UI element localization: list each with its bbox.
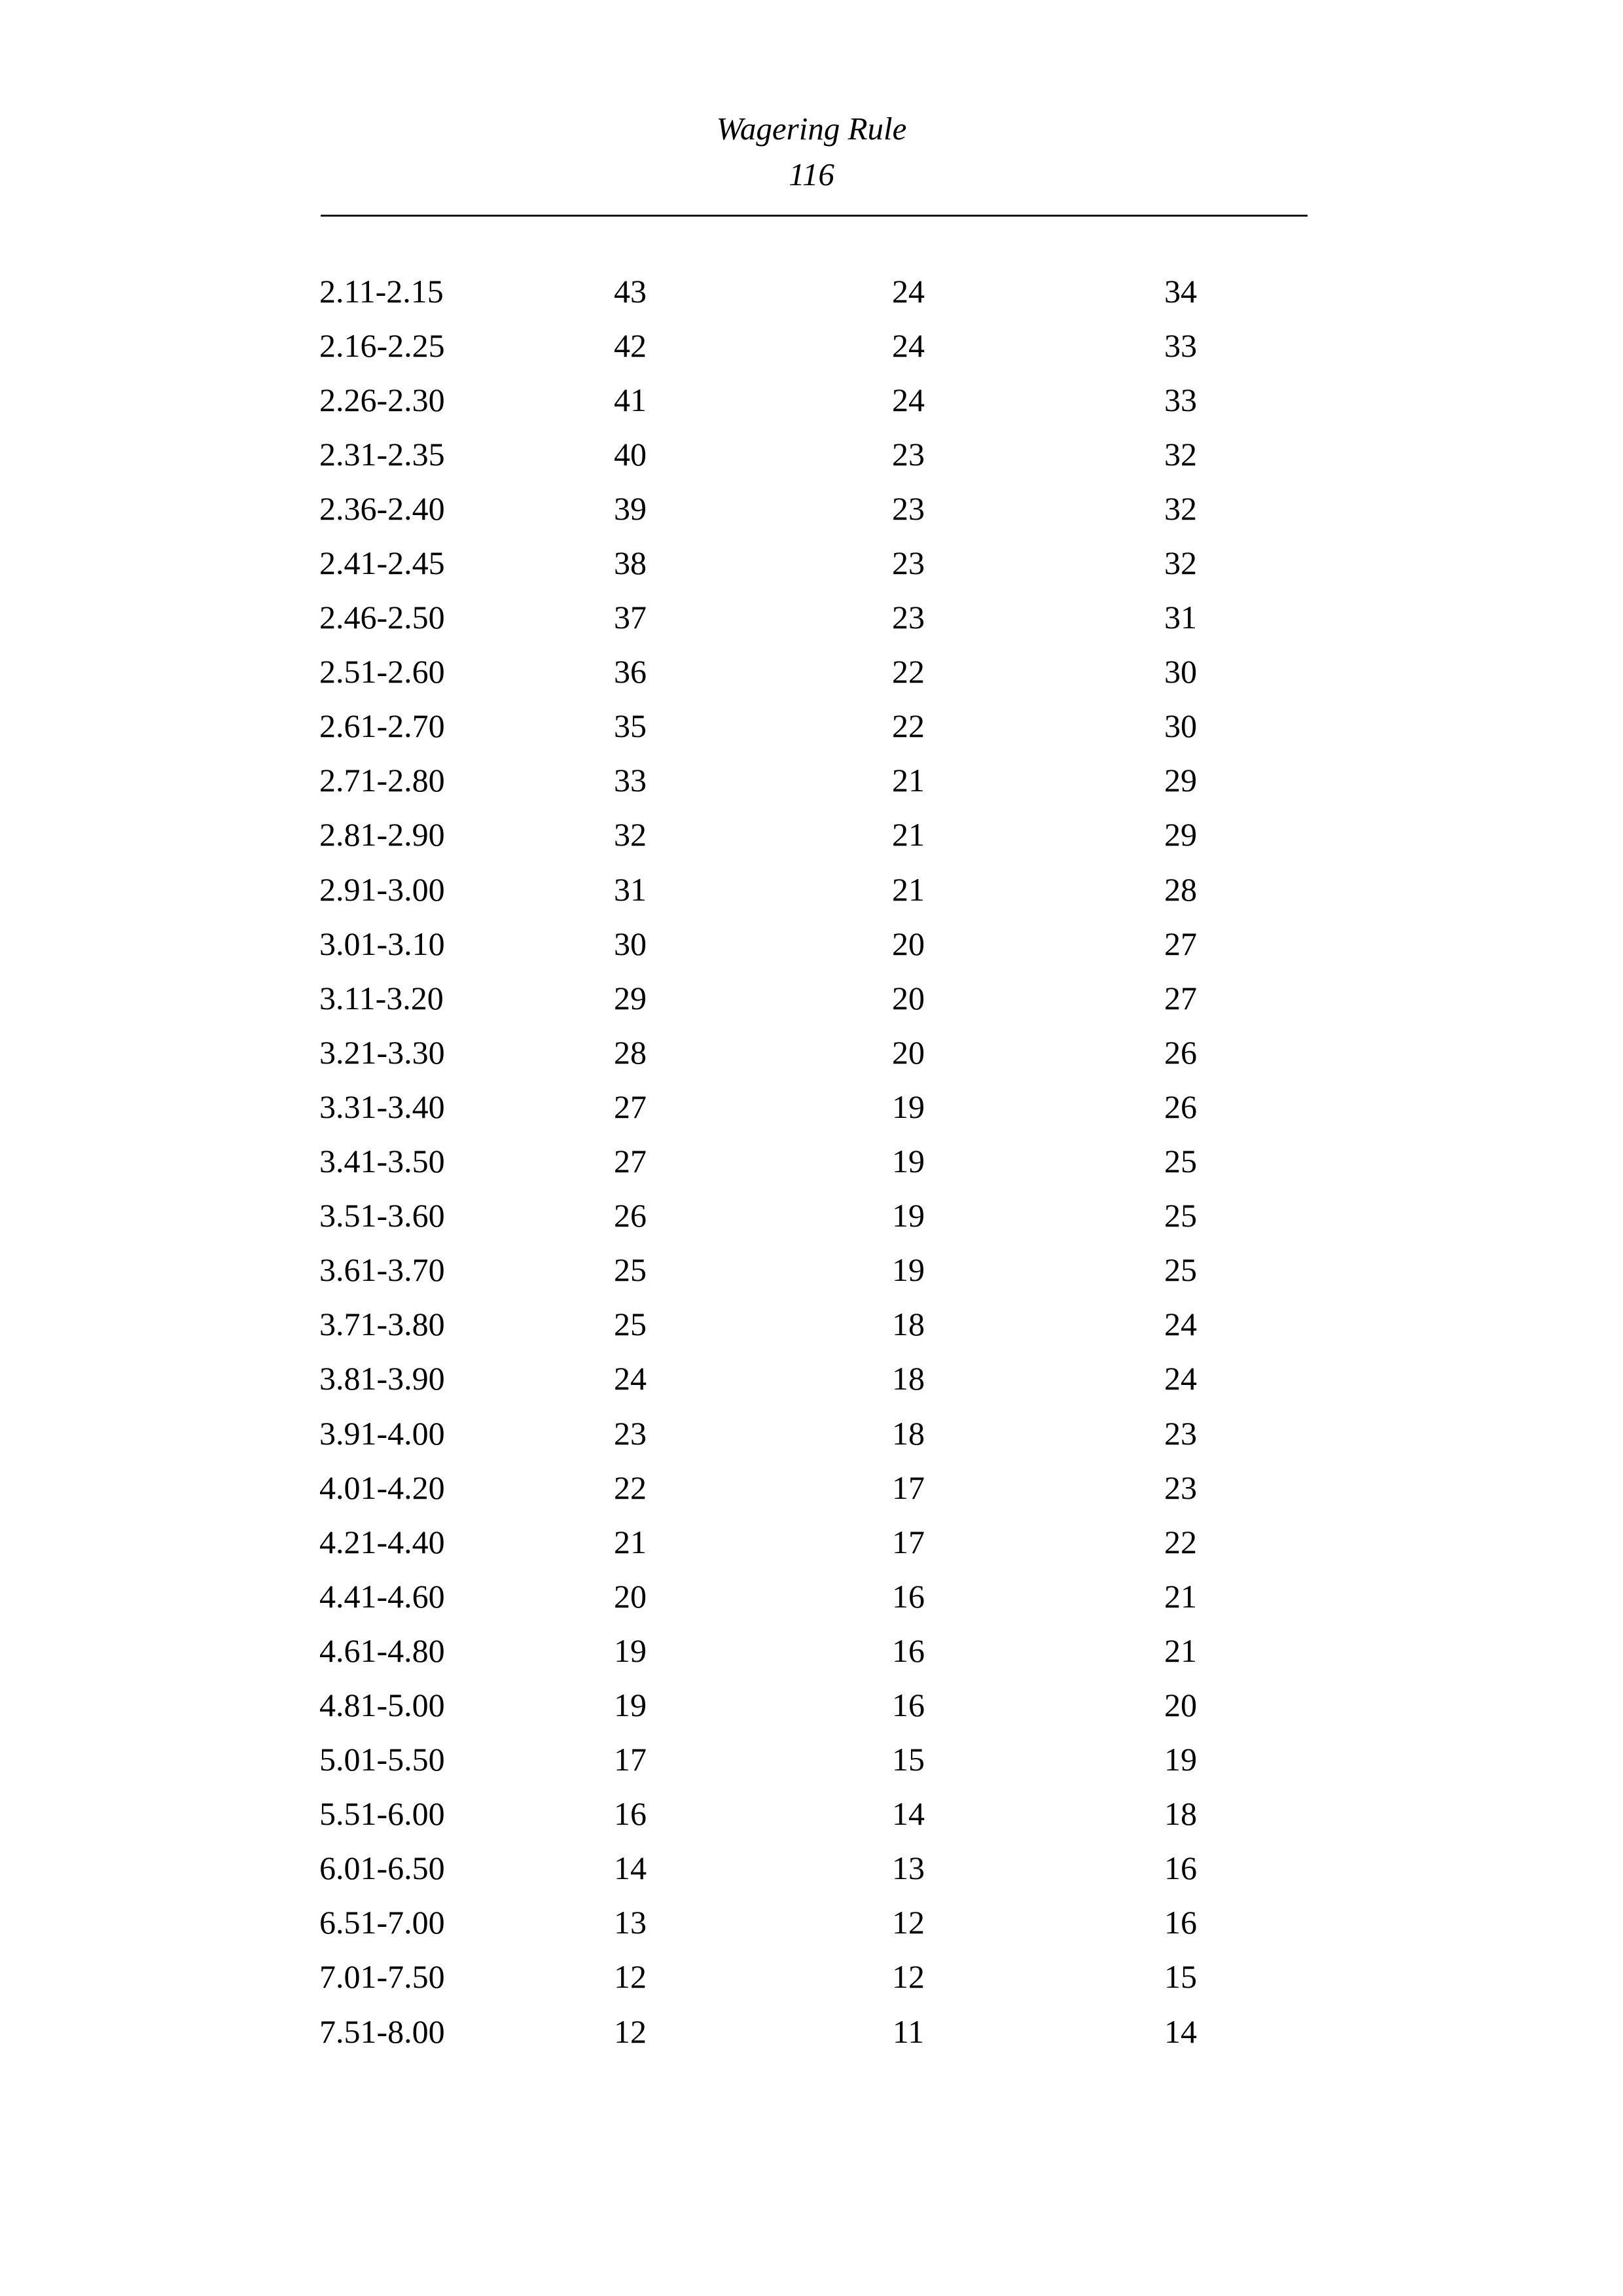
row-value-2: 12 — [892, 1904, 925, 1941]
row-range: 3.81-3.90 — [319, 1360, 445, 1397]
row-range: 3.21-3.30 — [319, 1033, 445, 1071]
row-value-1: 30 — [614, 925, 647, 962]
row-value-1: 29 — [614, 979, 647, 1016]
row-value-3: 29 — [1164, 762, 1197, 799]
row-value-3: 26 — [1164, 1033, 1197, 1071]
row-value-3: 25 — [1164, 1197, 1197, 1234]
row-range: 6.51-7.00 — [319, 1904, 445, 1941]
row-value-2: 21 — [892, 816, 925, 853]
row-value-2: 16 — [892, 1632, 925, 1669]
table-row — [319, 1460, 1322, 1515]
page-title: Wagering Rule — [716, 111, 907, 147]
row-value-3: 24 — [1164, 1360, 1197, 1397]
row-value-1: 19 — [614, 1686, 647, 1723]
row-value-2: 21 — [892, 762, 925, 799]
row-value-3: 25 — [1164, 1251, 1197, 1289]
row-value-3: 32 — [1164, 490, 1197, 527]
row-range: 2.41-2.45 — [319, 545, 445, 582]
row-range: 5.51-6.00 — [319, 1795, 445, 1833]
row-value-3: 18 — [1164, 1795, 1197, 1833]
table-row — [319, 1623, 1322, 1677]
row-value-2: 20 — [892, 1033, 925, 1071]
row-value-1: 36 — [614, 653, 647, 691]
row-range: 5.01-5.50 — [319, 1741, 445, 1778]
row-value-2: 23 — [892, 435, 925, 473]
row-value-2: 16 — [892, 1577, 925, 1615]
row-range: 7.01-7.50 — [319, 1958, 445, 1996]
row-value-1: 38 — [614, 545, 647, 582]
row-value-3: 33 — [1164, 381, 1197, 418]
table-row — [319, 753, 1322, 808]
row-value-3: 19 — [1164, 1741, 1197, 1778]
row-value-2: 19 — [892, 1088, 925, 1125]
row-value-2: 18 — [892, 1360, 925, 1397]
row-value-1: 27 — [614, 1088, 647, 1125]
row-value-1: 35 — [614, 708, 647, 745]
row-value-2: 17 — [892, 1523, 925, 1560]
page-number: 116 — [789, 156, 834, 192]
row-value-1: 14 — [614, 1850, 647, 1887]
row-value-1: 40 — [614, 435, 647, 473]
row-value-1: 23 — [614, 1414, 647, 1452]
row-value-2: 20 — [892, 925, 925, 962]
row-range: 2.71-2.80 — [319, 762, 445, 799]
row-value-2: 18 — [892, 1306, 925, 1343]
row-value-1: 22 — [614, 1469, 647, 1506]
row-value-2: 18 — [892, 1414, 925, 1452]
row-value-1: 20 — [614, 1577, 647, 1615]
row-value-2: 24 — [892, 272, 925, 310]
row-value-3: 30 — [1164, 653, 1197, 691]
row-value-2: 12 — [892, 1958, 925, 1996]
row-value-3: 31 — [1164, 599, 1197, 636]
row-value-3: 14 — [1164, 2013, 1197, 2050]
row-range: 3.61-3.70 — [319, 1251, 445, 1289]
row-value-3: 20 — [1164, 1686, 1197, 1723]
row-range: 3.01-3.10 — [319, 925, 445, 962]
row-value-3: 33 — [1164, 327, 1197, 364]
row-value-3: 28 — [1164, 870, 1197, 908]
row-range: 3.91-4.00 — [319, 1414, 445, 1452]
row-value-2: 17 — [892, 1469, 925, 1506]
table-row — [319, 1243, 1322, 1297]
table-row — [319, 481, 1322, 535]
row-value-1: 32 — [614, 816, 647, 853]
row-value-2: 20 — [892, 979, 925, 1016]
row-value-1: 41 — [614, 381, 647, 418]
table-row — [319, 1950, 1322, 2004]
row-value-1: 16 — [614, 1795, 647, 1833]
table-row — [319, 318, 1322, 372]
row-range: 2.16-2.25 — [319, 327, 445, 364]
table-row — [319, 1406, 1322, 1460]
row-range: 3.51-3.60 — [319, 1197, 445, 1234]
row-range: 4.41-4.60 — [319, 1577, 445, 1615]
row-value-3: 24 — [1164, 1306, 1197, 1343]
row-range: 2.51-2.60 — [319, 653, 445, 691]
row-value-2: 16 — [892, 1686, 925, 1723]
table-row — [319, 372, 1322, 427]
row-value-3: 21 — [1164, 1632, 1197, 1669]
row-range: 6.01-6.50 — [319, 1850, 445, 1887]
table-row — [319, 590, 1322, 645]
row-value-3: 32 — [1164, 435, 1197, 473]
row-value-2: 23 — [892, 490, 925, 527]
row-range: 4.21-4.40 — [319, 1523, 445, 1560]
row-value-1: 19 — [614, 1632, 647, 1669]
row-range: 2.26-2.30 — [319, 381, 445, 418]
wagering-table — [319, 264, 1322, 2058]
row-range: 3.11-3.20 — [319, 979, 444, 1016]
row-value-1: 39 — [614, 490, 647, 527]
row-value-1: 24 — [614, 1360, 647, 1397]
row-value-3: 29 — [1164, 816, 1197, 853]
table-row — [319, 699, 1322, 753]
row-value-2: 19 — [892, 1251, 925, 1289]
row-value-3: 21 — [1164, 1577, 1197, 1615]
row-value-3: 26 — [1164, 1088, 1197, 1125]
row-range: 4.01-4.20 — [319, 1469, 445, 1506]
row-value-2: 11 — [892, 2013, 925, 2050]
table-row — [319, 1677, 1322, 1732]
row-value-1: 25 — [614, 1306, 647, 1343]
table-row — [319, 862, 1322, 916]
row-range: 2.46-2.50 — [319, 599, 445, 636]
row-range: 3.71-3.80 — [319, 1306, 445, 1343]
row-range: 2.36-2.40 — [319, 490, 445, 527]
table-row — [319, 264, 1322, 318]
row-value-1: 25 — [614, 1251, 647, 1289]
table-row — [319, 971, 1322, 1025]
table-row — [319, 2004, 1322, 2058]
table-row — [319, 535, 1322, 590]
table-row — [319, 1189, 1322, 1243]
row-value-2: 23 — [892, 599, 925, 636]
row-value-2: 23 — [892, 545, 925, 582]
row-value-1: 26 — [614, 1197, 647, 1234]
table-row — [319, 1895, 1322, 1950]
row-value-1: 12 — [614, 1958, 647, 1996]
table-row — [319, 1134, 1322, 1189]
header-divider — [321, 215, 1308, 217]
row-value-3: 23 — [1164, 1414, 1197, 1452]
row-value-1: 21 — [614, 1523, 647, 1560]
row-range: 4.61-4.80 — [319, 1632, 445, 1669]
table-row — [319, 645, 1322, 699]
row-value-1: 17 — [614, 1741, 647, 1778]
table-row — [319, 1787, 1322, 1841]
row-range: 2.31-2.35 — [319, 435, 445, 473]
table-row — [319, 1352, 1322, 1406]
row-value-3: 34 — [1164, 272, 1197, 310]
row-value-1: 43 — [614, 272, 647, 310]
row-value-2: 14 — [892, 1795, 925, 1833]
row-value-2: 24 — [892, 327, 925, 364]
row-value-3: 22 — [1164, 1523, 1197, 1560]
row-range: 2.61-2.70 — [319, 708, 445, 745]
row-range: 3.41-3.50 — [319, 1143, 445, 1180]
table-row — [319, 808, 1322, 862]
row-value-1: 28 — [614, 1033, 647, 1071]
table-row — [319, 427, 1322, 481]
table-row — [319, 1515, 1322, 1569]
row-value-3: 16 — [1164, 1850, 1197, 1887]
row-value-2: 15 — [892, 1741, 925, 1778]
row-value-1: 42 — [614, 327, 647, 364]
row-value-3: 23 — [1164, 1469, 1197, 1506]
row-value-2: 19 — [892, 1143, 925, 1180]
row-value-1: 12 — [614, 2013, 647, 2050]
row-value-1: 31 — [614, 870, 647, 908]
row-value-2: 22 — [892, 653, 925, 691]
table-row — [319, 916, 1322, 971]
row-range: 2.81-2.90 — [319, 816, 445, 853]
row-range: 3.31-3.40 — [319, 1088, 445, 1125]
row-range: 4.81-5.00 — [319, 1686, 445, 1723]
row-value-1: 33 — [614, 762, 647, 799]
row-value-1: 37 — [614, 599, 647, 636]
table-row — [319, 1025, 1322, 1079]
table-row — [319, 1569, 1322, 1623]
table-row — [319, 1841, 1322, 1895]
row-value-2: 21 — [892, 870, 925, 908]
row-value-3: 30 — [1164, 708, 1197, 745]
row-range: 7.51-8.00 — [319, 2013, 445, 2050]
row-range: 2.91-3.00 — [319, 870, 445, 908]
row-value-3: 15 — [1164, 1958, 1197, 1996]
row-value-2: 22 — [892, 708, 925, 745]
row-value-1: 27 — [614, 1143, 647, 1180]
row-value-3: 27 — [1164, 925, 1197, 962]
table-row — [319, 1297, 1322, 1352]
row-value-2: 24 — [892, 381, 925, 418]
row-value-2: 13 — [892, 1850, 925, 1887]
row-value-3: 27 — [1164, 979, 1197, 1016]
table-row — [319, 1732, 1322, 1787]
row-value-2: 19 — [892, 1197, 925, 1234]
row-value-3: 25 — [1164, 1143, 1197, 1180]
row-value-1: 13 — [614, 1904, 647, 1941]
row-value-3: 32 — [1164, 545, 1197, 582]
table-row — [319, 1079, 1322, 1134]
row-value-3: 16 — [1164, 1904, 1197, 1941]
row-range: 2.11-2.15 — [319, 272, 444, 310]
